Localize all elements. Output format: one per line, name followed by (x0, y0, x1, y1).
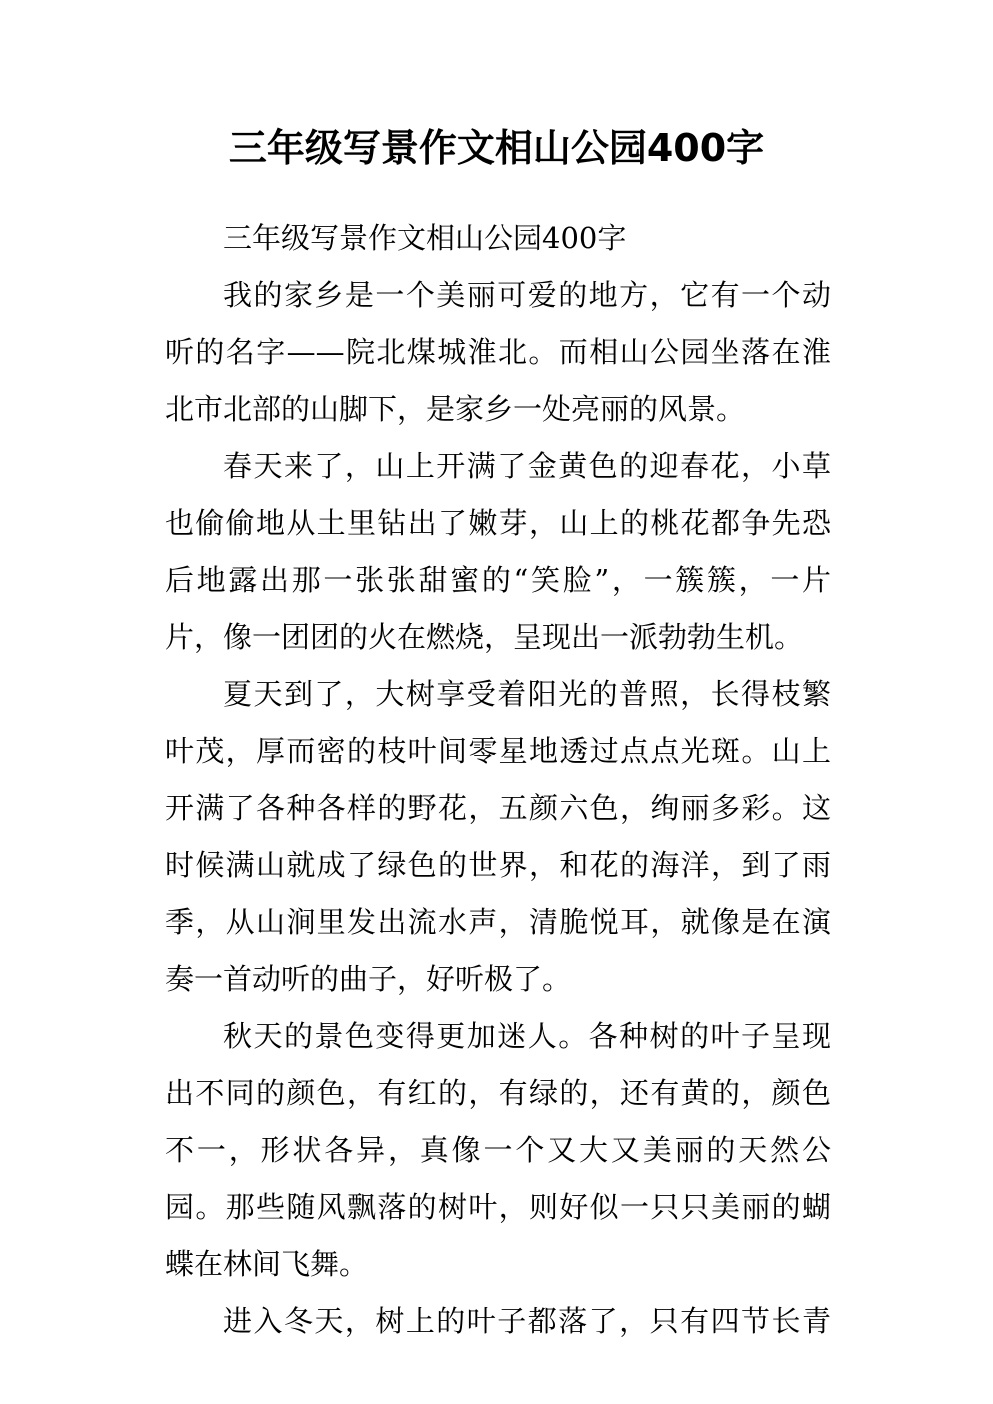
subtitle-line: 三年级写景作文相山公园400字 (223, 221, 627, 255)
paragraph-summer: 夏天到了，大树享受着阳光的普照，长得枝繁叶茂，厚而密的枝叶间零星地透过点点光斑。山上开满了各种各样的野花，五颜六色，绚丽多彩。这时候满山就成了绿色的世界，和花的海洋，到了雨季，从山涧里发出流水声，清脆悦耳，就像是在演奏一首动听的曲子，好听极了。 (165, 677, 831, 996)
document-title: 三年级写景作文相山公园400字 (228, 126, 765, 170)
paragraph-intro: 我的家乡是一个美丽可爱的地方，它有一个动听的名字——院北煤城淮北。而相山公园坐落在淮北市北部的山脚下，是家乡一处亮丽的风景。 (165, 278, 831, 426)
paragraph-winter: 进入冬天，树上的叶子都落了，只有四节长青 (223, 1304, 831, 1338)
paragraph-autumn: 秋天的景色变得更加迷人。各种树的叶子呈现出不同的颜色，有红的，有绿的，还有黄的，颜色不一，形状各异，真像一个又大又美丽的天然公园。那些随风飘落的树叶，则好似一只只美丽的蝴蝶在林间飞舞。 (165, 1019, 831, 1281)
document-body (165, 210, 831, 1350)
paragraph-spring: 春天来了，山上开满了金黄色的迎春花，小草也偷偷地从土里钻出了嫩芽，山上的桃花都争先恐后地露出那一张张甜蜜的“笑脸”，一簇簇，一片片，像一团团的火在燃烧，呈现出一派勃勃生机。 (165, 449, 831, 654)
